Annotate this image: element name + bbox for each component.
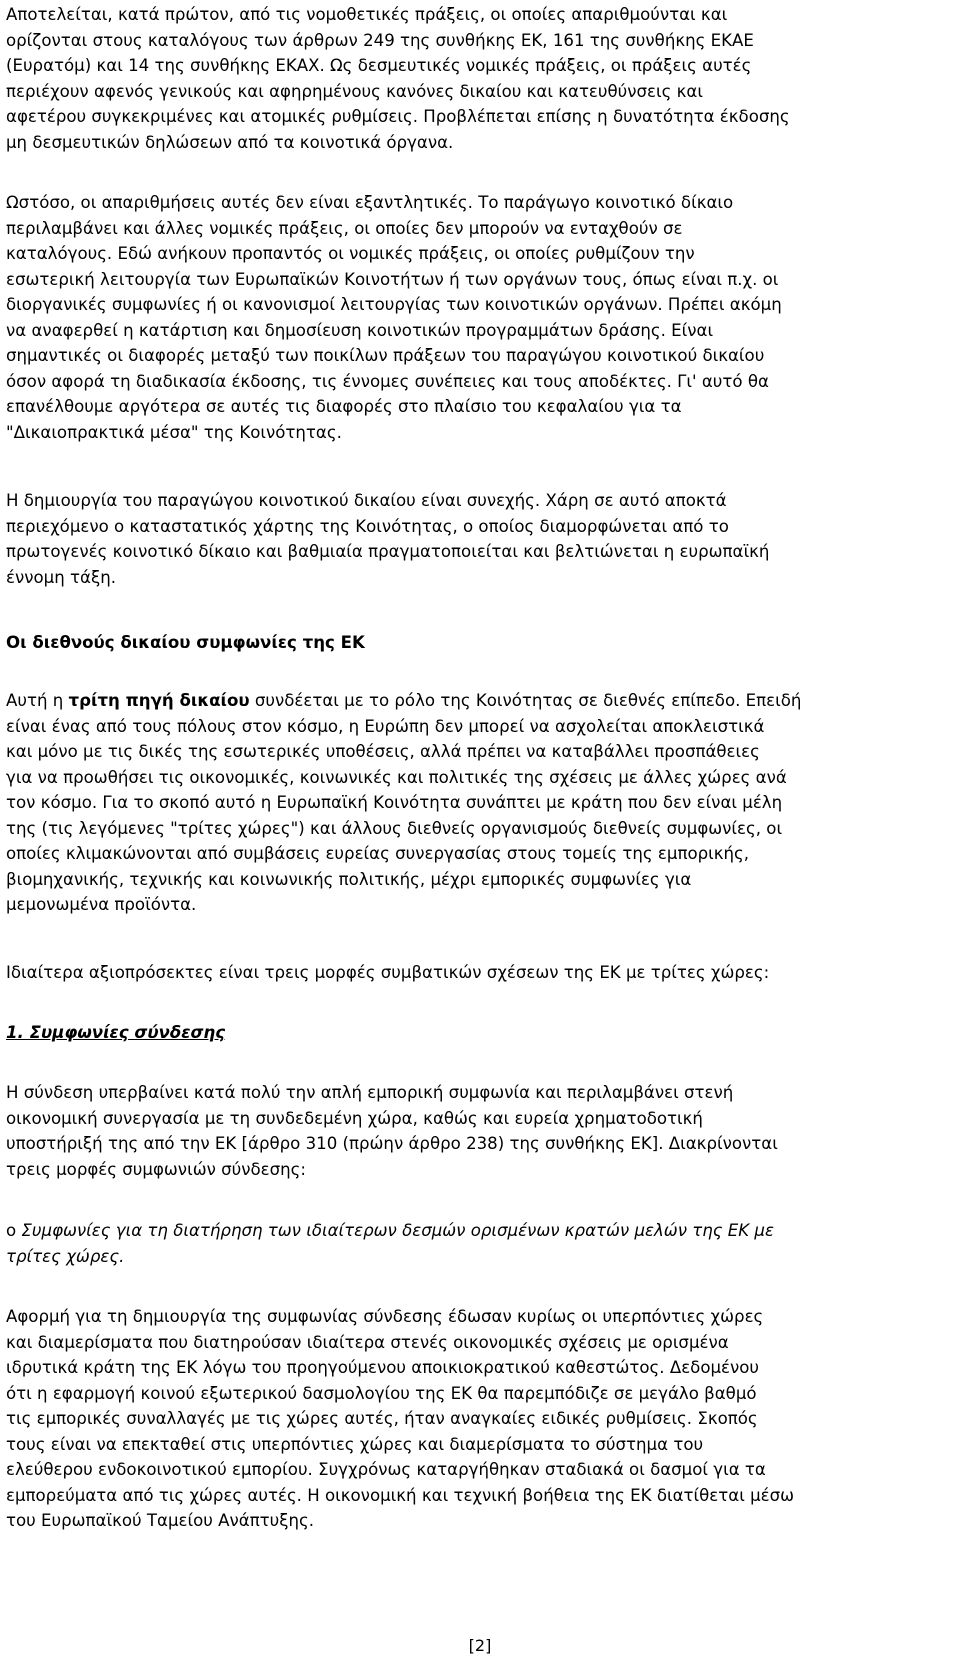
text-line: Αφορμή για τη δημιουργία της συμφωνίας σύνδεσης έδωσαν κυρίως οι υπερπόντιες χώρες xyxy=(6,1307,764,1326)
text-line: μη δεσμευτικών δηλώσεων από τα κοινοτικά όργανα. xyxy=(6,132,454,152)
text-line: του Ευρωπαϊκού Ταμείου Ανάπτυξης. xyxy=(6,1511,315,1530)
paragraph-2 xyxy=(6,190,954,445)
text-line: και διαμερίσματα που διατηρούσαν ιδιαίτερα στενές οικονομικές σχέσεις με ορισμένα xyxy=(6,1332,729,1352)
subheading xyxy=(6,1020,954,1046)
text-run: Συμφωνίες για τη διατήρηση των ιδιαίτερων δεσμών ορισμένων κρατών μελών της ΕΚ με xyxy=(16,1221,774,1240)
text-line: Ιδιαίτερα αξιοπρόσεκτες είναι τρεις μορφές συμβατικών σχέσεων της ΕΚ με τρίτες χώρες: xyxy=(6,963,770,982)
text-line: ελεύθερου ενδοκοινοτικού εμπορίου. Συγχρόνως καταργήθηκαν σταδιακά οι δασμοί για τα xyxy=(6,1460,766,1479)
text-run: Αυτή η xyxy=(6,691,69,710)
paragraph-8 xyxy=(6,1304,954,1534)
heading-association-agreements: 1. Συμφωνίες σύνδεσης xyxy=(6,1023,226,1042)
text-line: μεμονωμένα προϊόντα. xyxy=(6,895,197,914)
text-line: εσωτερική λειτουργία των Ευρωπαϊκών Κοινοτήτων ή των οργάνων τους, όπως είναι π.χ. οι xyxy=(6,269,779,289)
text-line: υποστήριξή της από την ΕΚ [άρθρο 310 (πρώην άρθρο 238) της συνθήκης ΕΚ]. Διακρίνονται xyxy=(6,1134,778,1153)
text-line: τον κόσμο. Για το σκοπό αυτό η Ευρωπαϊκή Κοινότητα συνάπτει με κράτη που δεν είναι μέλη xyxy=(6,793,783,812)
text-line: περιεχόμενο ο καταστατικός χάρτης της Κοινότητας, ο οποίος διαμορφώνεται από το xyxy=(6,516,729,536)
text-line: τους είναι να επεκταθεί στις υπερπόντιες χώρες και διαμερίσματα το σύστημα του xyxy=(6,1434,704,1454)
heading-international-agreements: Οι διεθνούς δικαίου συμφωνίες της ΕΚ xyxy=(6,633,365,652)
bold-term: τρίτη πηγή δικαίου xyxy=(68,691,250,710)
text-line: Η σύνδεση υπερβαίνει κατά πολύ την απλή εμπορική συμφωνία και περιλαμβάνει στενή xyxy=(6,1083,734,1102)
paragraph-6 xyxy=(6,1080,954,1182)
paragraph-5 xyxy=(6,960,954,986)
text-line: καταλόγους. Εδώ ανήκουν προπαντός οι νομικές πράξεις, οι οποίες ρυθμίζουν την xyxy=(6,244,695,263)
text-line: τρίτες χώρες. xyxy=(6,1246,125,1266)
paragraph-4 xyxy=(6,688,954,918)
text-line: περιλαμβάνει και άλλες νομικές πράξεις, οι οποίες δεν μπορούν να ενταχθούν σε xyxy=(6,218,683,238)
text-line: (Ευρατόμ) και 14 της συνθήκης ΕΚΑΧ. Ως δεσμευτικές νομικές πράξεις, οι πράξεις αυτές xyxy=(6,56,752,75)
page-number: [2] xyxy=(468,1636,492,1655)
text-line: της (τις λεγόμενες "τρίτες χώρες") και άλλους διεθνείς οργανισμούς διεθνείς συμφωνίες, οι xyxy=(6,818,783,838)
text-line: τις εμπορικές συναλλαγές με τις χώρες αυτές, ήταν αναγκαίες ειδικές ρυθμίσεις. Σκοπός xyxy=(6,1409,758,1428)
text-line: οποίες κλιμακώνονται από συμβάσεις ευρείας συνεργασίας στους τομείς της εμπορικής, xyxy=(6,844,750,863)
text-line: βιομηχανικής, τεχνικής και κοινωνικής πολιτικής, μέχρι εμπορικές συμφωνίες για xyxy=(6,869,692,889)
text-line: ορίζονται στους καταλόγους των άρθρων 249 της συνθήκης ΕΚ, 161 της συνθήκης ΕΚΑΕ xyxy=(6,30,754,50)
text-line: οικονομική συνεργασία με τη συνδεδεμένη χώρα, καθώς και ευρεία χρηματοδοτική xyxy=(6,1108,703,1128)
text-line: πρωτογενές κοινοτικό δίκαιο και βαθμιαία πραγματοποιείται και βελτιώνεται η ευρωπαϊκή xyxy=(6,542,770,561)
bullet-marker: o xyxy=(6,1221,17,1240)
section-heading xyxy=(6,630,954,656)
text-line: περιέχουν αφενός γενικούς και αφηρημένους κανόνες δικαίου και κατευθύνσεις και xyxy=(6,81,703,101)
text-line: αφετέρου συγκεκριμένες και ατομικές ρυθμίσεις. Προβλέπεται επίσης η δυνατότητα έκδοσης xyxy=(6,107,790,126)
text-line: για να προωθήσει τις οικονομικές, κοινωνικές και πολιτικές της σχέσεις με άλλες χώρες ανά xyxy=(6,767,787,787)
text-line: σημαντικές οι διαφορές μεταξύ των ποικίλων πράξεων του παραγώγου κοινοτικού δικαίου xyxy=(6,346,765,365)
text-line: και μόνο με τις δικές της εσωτερικές υποθέσεις, αλλά πρέπει να καταβάλλει προσπάθειες xyxy=(6,742,760,761)
text-line: Η δημιουργία του παραγώγου κοινοτικού δικαίου είναι συνεχής. Χάρη σε αυτό αποκτά xyxy=(6,491,727,510)
text-line: Αποτελείται, κατά πρώτον, από τις νομοθετικές πράξεις, οι οποίες απαριθμούνται και xyxy=(6,5,728,24)
paragraph-3 xyxy=(6,488,954,590)
text-line: "Δικαιοπρακτικά μέσα" της Κοινότητας. xyxy=(6,422,342,442)
text-line: όσον αφορά τη διαδικασία έκδοσης, τις έννομες συνέπειες και τους αποδέκτες. Γι' αυτό θα xyxy=(6,371,769,391)
text-line: διοργανικές συμφωνίες ή οι κανονισμοί λειτουργίας των κοινοτικών οργάνων. Πρέπει ακόμη xyxy=(6,295,782,314)
text-line xyxy=(6,1218,954,1244)
text-line: έννομη τάξη. xyxy=(6,567,116,587)
text-line: είναι ένας από τους πόλους στον κόσμο, η Ευρώπη δεν μπορεί να ασχολείται αποκλειστικά xyxy=(6,716,765,736)
text-line: τρεις μορφές συμφωνιών σύνδεσης: xyxy=(6,1159,307,1179)
text-line: να αναφερθεί η κατάρτιση και δημοσίευση κοινοτικών προγραμμάτων δράσης. Είναι xyxy=(6,320,714,340)
text-line xyxy=(6,688,954,714)
text-line: επανέλθουμε αργότερα σε αυτές τις διαφορές στο πλαίσιο του κεφαλαίου για τα xyxy=(6,397,682,416)
paragraph-7 xyxy=(6,1218,954,1269)
text-line: Ωστόσο, οι απαριθμήσεις αυτές δεν είναι εξαντλητικές. Το παράγωγο κοινοτικό δίκαιο xyxy=(6,193,734,212)
text-line: ιδρυτικά κράτη της ΕΚ λόγω του προηγούμενου αποικιοκρατικού καθεστώτος. Δεδομένου xyxy=(6,1358,760,1377)
text-line: εμπορεύματα από τις χώρες αυτές. Η οικονομική και τεχνική βοήθεια της ΕΚ διατίθεται μέσω xyxy=(6,1485,795,1505)
text-line: ότι η εφαρμογή κοινού εξωτερικού δασμολογίου της ΕΚ θα παρεμπόδιζε σε μεγάλο βαθμό xyxy=(6,1383,757,1403)
text-run: συνδέεται με το ρόλο της Κοινότητας σε διεθνές επίπεδο. Επειδή xyxy=(249,691,802,710)
paragraph-1 xyxy=(6,2,954,155)
